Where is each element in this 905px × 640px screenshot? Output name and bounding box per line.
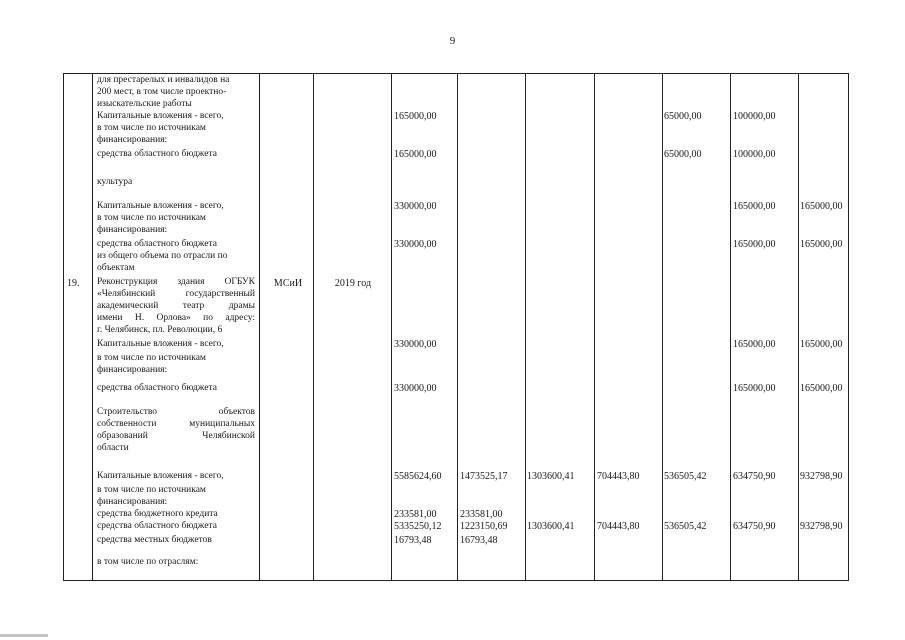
description-line: изыскательские работы	[97, 99, 192, 109]
description-line: средства областного бюджета	[97, 383, 217, 393]
amount-cell: 165000,00	[800, 339, 843, 350]
col-border-9	[730, 73, 731, 581]
description-line: «Челябинский государственный	[97, 289, 255, 299]
description-line: академический театр драмы	[97, 301, 255, 311]
description-line: в том числе по источникам	[97, 213, 206, 223]
description-line: имени Н. Орлова» по адресу:	[97, 313, 255, 323]
description-line: средства областного бюджета	[97, 149, 217, 159]
scan-artifact	[0, 634, 48, 637]
col-border-6	[525, 73, 526, 581]
amount-cell: 65000,00	[664, 111, 702, 122]
description-line: Капитальные вложения - всего,	[97, 339, 224, 349]
row-number: 19.	[67, 278, 80, 289]
amount-cell: 330000,00	[394, 201, 437, 212]
amount-cell: 165000,00	[800, 201, 843, 212]
description-line: области	[97, 443, 129, 453]
amount-cell: 932798,90	[800, 471, 843, 482]
amount-cell: 536505,42	[664, 521, 707, 532]
description-line: из общего объема по отрасли по	[97, 251, 228, 261]
amount-cell: 16793,48	[460, 535, 498, 546]
description-line: средства местных бюджетов	[97, 535, 212, 545]
amount-cell: 165000,00	[394, 111, 437, 122]
col-border-5	[457, 73, 458, 581]
description-line: Капитальные вложения - всего,	[97, 471, 224, 481]
amount-cell: 634750,90	[733, 471, 776, 482]
description-line: финансирования:	[97, 225, 168, 235]
table-top-border	[63, 73, 849, 74]
amount-cell: 165000,00	[800, 239, 843, 250]
amount-cell: 634750,90	[733, 521, 776, 532]
amount-cell: 233581,00	[460, 509, 503, 520]
description-line: средства областного бюджета	[97, 521, 217, 531]
description-line: г. Челябинск, пл. Революции, 6	[97, 325, 223, 335]
col-border-0	[63, 73, 64, 581]
amount-cell: 704443,80	[597, 521, 640, 532]
description-line: культура	[97, 177, 133, 187]
description-line: в том числе по источникам	[97, 353, 206, 363]
amount-cell: 16793,48	[394, 535, 432, 546]
amount-cell: 165000,00	[733, 339, 776, 350]
amount-cell: 5585624,60	[394, 471, 442, 482]
description-line: финансирования:	[97, 135, 168, 145]
description-line: средства областного бюджета	[97, 239, 217, 249]
col-border-7	[594, 73, 595, 581]
description-line: Капитальные вложения - всего,	[97, 201, 224, 211]
col-border-3	[313, 73, 314, 581]
description-line: финансирования:	[97, 365, 168, 375]
amount-cell: 1473525,17	[460, 471, 508, 482]
amount-cell: 330000,00	[394, 239, 437, 250]
col-border-11	[848, 73, 849, 581]
amount-cell: 704443,80	[597, 471, 640, 482]
col-border-10	[798, 73, 799, 581]
col-border-2	[259, 73, 260, 581]
amount-cell: 5335250,12	[394, 521, 442, 532]
amount-cell: 1223150,69	[460, 521, 508, 532]
col-border-8	[662, 73, 663, 581]
col-border-4	[391, 73, 392, 581]
amount-cell: 330000,00	[394, 383, 437, 394]
description-line: Капитальные вложения - всего,	[97, 111, 224, 121]
amount-cell: 1303600,41	[527, 521, 575, 532]
amount-cell: 932798,90	[800, 521, 843, 532]
description-line: образований Челябинской	[97, 431, 255, 441]
description-line: финансирования:	[97, 497, 168, 507]
amount-cell: 65000,00	[664, 149, 702, 160]
amount-cell: 165000,00	[733, 201, 776, 212]
description-line: в том числе по отраслям:	[97, 557, 199, 567]
description-line: для престарелых и инвалидов на	[97, 75, 230, 85]
col-border-1	[92, 73, 93, 581]
amount-cell: 330000,00	[394, 339, 437, 350]
description-line: в том числе по источникам	[97, 123, 206, 133]
table-bottom-border	[63, 580, 849, 581]
description-line: собственности муниципальных	[97, 419, 255, 429]
period-cell: 2019 год	[334, 278, 372, 289]
description-line: объектам	[97, 263, 135, 273]
amount-cell: 165000,00	[733, 239, 776, 250]
executor-cell: МСиИ	[273, 278, 303, 289]
description-line: средства бюджетного кредита	[97, 509, 218, 519]
description-line: 200 мест, в том числе проектно-	[97, 87, 227, 97]
amount-cell: 100000,00	[733, 149, 776, 160]
description-line: Реконструкция здания ОГБУК	[97, 277, 255, 287]
description-line: Строительство объектов	[97, 407, 255, 417]
amount-cell: 165000,00	[800, 383, 843, 394]
description-line: в том числе по источникам	[97, 485, 206, 495]
amount-cell: 165000,00	[394, 149, 437, 160]
amount-cell: 165000,00	[733, 383, 776, 394]
amount-cell: 233581,00	[394, 509, 437, 520]
page-number: 9	[449, 35, 456, 47]
amount-cell: 100000,00	[733, 111, 776, 122]
amount-cell: 1303600,41	[527, 471, 575, 482]
amount-cell: 536505,42	[664, 471, 707, 482]
